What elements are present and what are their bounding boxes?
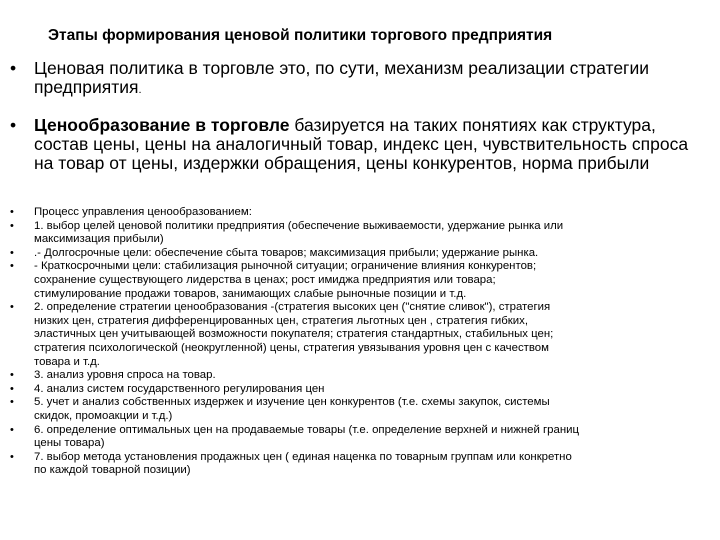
bullet-icon: • [10, 369, 14, 382]
bullet-icon: • [10, 301, 14, 314]
bullet-icon: • [10, 206, 14, 218]
bullet-icon: • [10, 423, 14, 436]
list-item-text: 4. анализ систем государственного регулирования цен [34, 382, 325, 395]
bullet-icon: • [10, 246, 14, 259]
list-item-text: 1. выбор целей ценовой политики предприятия (обеспечение выживаемости, удержание рынка или максимизация прибыли) [34, 219, 564, 246]
list-item [10, 383, 710, 397]
pricing-policy-text: Ценовая политика в торговле это, по сути, механизм реализации стратегии предприятия [34, 58, 649, 97]
price-formation-description: базируется на таких понятиях как структура, состав цены, цены на аналогичный товар, индекс цен, чувствительность спроса на товар от цены, издержки обращения, цены конкурентов, норма прибыли [34, 115, 689, 173]
list-item-text: 3. анализ уровня спроса на товар. [34, 369, 216, 382]
list-item-text: 7. выбор метода установления продажных цен ( единая наценка по товарным группам или конкретно по каждой товарной позиции) [34, 450, 572, 477]
bullet-icon: • [10, 58, 17, 78]
bullet-icon: • [10, 396, 14, 409]
list-item [10, 260, 710, 301]
list-item-text: .- Долгосрочные цели: обеспечение сбыта товаров; максимизация прибыли; удержание рынка. [34, 246, 539, 259]
list-item-text: 5. учет и анализ собственных издержек и изучение цен конкурентов (т.е. схемы закупок, системы скидок, промоакции и т.д.) [34, 396, 550, 422]
bullet-icon: • [10, 115, 17, 135]
slide-title: Этапы формирования ценовой политики торгового предприятия [48, 27, 553, 44]
bullet-item-price-formation [10, 116, 710, 173]
bullet-icon: • [10, 450, 14, 463]
list-item-text: - Краткосрочными цели: стабилизация рыночной ситуации; ограничение влияния конкурентов; сохранение существующего лидерства в ценах; рост имиджа предприятия или товара; стимулирование продажи товаров, занимающих слабые рыночные позиции и т.д. [34, 260, 537, 300]
list-item [10, 396, 710, 423]
list-item [10, 220, 710, 247]
bullet-item-pricing-policy [10, 59, 710, 100]
list-item-text: 6. определение оптимальных цен на продаваемые товары (т.е. определение верхней и нижней границ цены товара) [34, 423, 580, 450]
bullet-icon: • [10, 382, 14, 395]
list-item-text: 2. определение стратегии ценообразования -(стратегия высоких цен ("снятие сливок"), стратегия низких цен, стратегия дифференцированных цен, стратегия льготных цен , стратегия гибких, эластичных цен учитывающей возможности покупателя; стратегия стандартных, стабильных цен; стратегия психологической (неокругленной) цены, стратегия увязывания уровня цен с качеством товара и т.д. [34, 301, 554, 368]
process-steps-list [10, 206, 710, 478]
list-item [10, 369, 710, 383]
list-item [10, 424, 710, 451]
pricing-policy-trailing: . [138, 84, 142, 96]
list-item [10, 206, 710, 220]
bullet-icon: • [10, 219, 14, 232]
bullet-icon: • [10, 260, 14, 273]
price-formation-bold-term: Ценообразование в торговле [34, 115, 290, 135]
list-item [10, 451, 710, 478]
list-item [10, 247, 710, 261]
list-item-text: Процесс управления ценообразованием: [34, 206, 252, 218]
list-item [10, 301, 710, 369]
